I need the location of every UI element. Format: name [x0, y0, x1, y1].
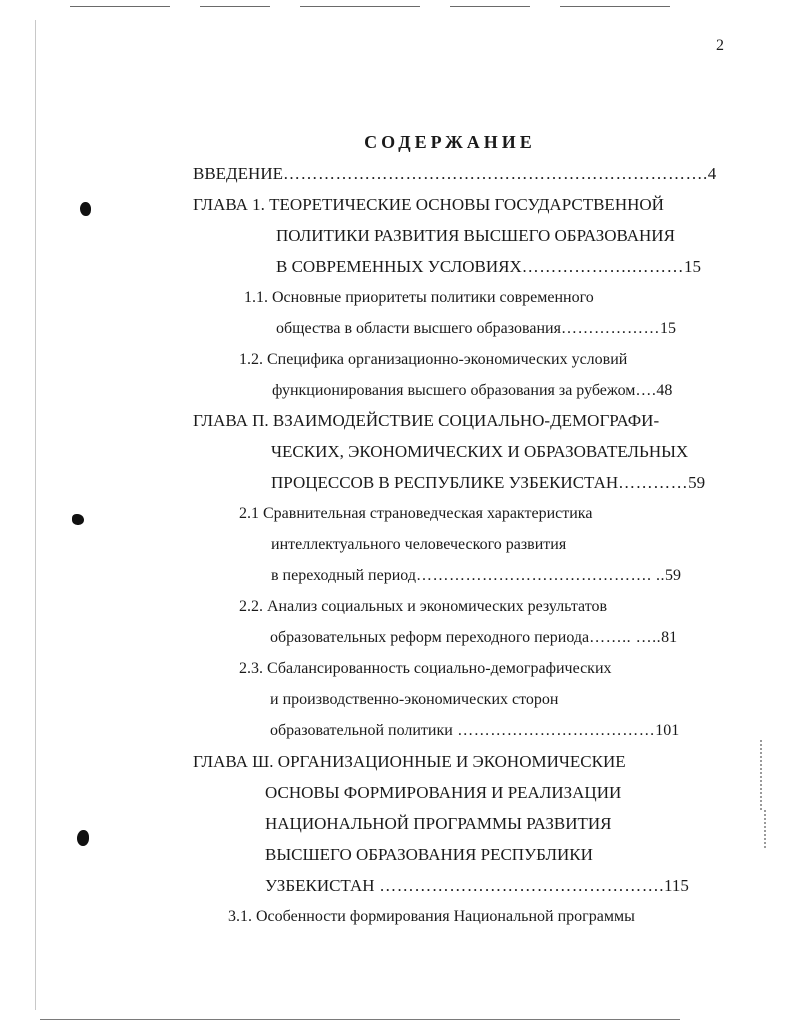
scan-edge-top: [450, 6, 530, 7]
toc-section-1-2-line-2[interactable]: [272, 380, 672, 402]
toc-section-2-1-line-3[interactable]: [271, 565, 681, 587]
toc-entry-label: в переходный период: [271, 567, 416, 584]
toc-page-number: 59: [664, 567, 681, 584]
toc-chapter-2-line-2[interactable]: ЧЕСКИХ, ЭКОНОМИЧЕСКИХ И ОБРАЗОВАТЕЛЬНЫХ: [271, 442, 689, 461]
scan-noise: [760, 740, 762, 810]
toc-chapter-2-line-1[interactable]: ГЛАВА П. ВЗАИМОДЕЙСТВИЕ СОЦИАЛЬНО-ДЕМОГРАФИ-: [193, 411, 660, 430]
toc-entry-label: образовательной политики: [270, 722, 453, 739]
toc-entry-label: общества в области высшего образования: [276, 320, 561, 337]
toc-leader-dots: ……………….………: [521, 257, 685, 276]
scan-edge-bottom: [40, 1019, 680, 1020]
toc-section-1-1-line-2[interactable]: [276, 318, 676, 340]
toc-leader-dots: ………………………………: [452, 722, 656, 739]
toc-page-number: 15: [659, 320, 676, 337]
toc-chapter-3-line-2[interactable]: ОСНОВЫ ФОРМИРОВАНИЯ И РЕАЛИЗАЦИИ: [265, 783, 622, 802]
toc-chapter-1-line-1[interactable]: ГЛАВА 1. ТЕОРЕТИЧЕСКИЕ ОСНОВЫ ГОСУДАРСТВЕННОЙ: [193, 195, 664, 214]
toc-section-1-2-line-1[interactable]: 1.2. Специфика организационно-экономических условий: [239, 351, 628, 368]
toc-page-number: 81: [661, 629, 678, 646]
scan-noise: [764, 810, 766, 850]
toc-section-2-1-line-1[interactable]: 2.1 Сравнительная страноведческая характеристика: [239, 505, 593, 522]
toc-leader-dots: …………: [618, 473, 689, 492]
toc-entry-label: ВВЕДЕНИЕ: [193, 164, 283, 183]
toc-section-2-2-line-1[interactable]: 2.2. Анализ социальных и экономических результатов: [239, 598, 608, 615]
toc-entry-introduction[interactable]: [193, 163, 716, 185]
toc-leader-dots: ………………: [560, 320, 660, 337]
scan-edge-top: [560, 6, 670, 7]
toc-chapter-3-line-4[interactable]: ВЫСШЕГО ОБРАЗОВАНИЯ РЕСПУБЛИКИ: [265, 845, 593, 864]
toc-entry-label: В СОВРЕМЕННЫХ УСЛОВИЯХ: [276, 257, 522, 276]
page-title: СОДЕРЖАНИЕ: [364, 132, 536, 152]
toc-entry-label: УЗБЕКИСТАН: [265, 876, 375, 895]
toc-leader-dots: ….: [635, 382, 657, 399]
toc-page-number: 59: [688, 473, 706, 492]
toc-chapter-2-line-3[interactable]: [271, 472, 705, 494]
toc-section-2-3-line-1[interactable]: 2.3. Сбалансированность социально-демографических: [239, 660, 612, 677]
toc-section-3-1-line-1[interactable]: 3.1. Особенности формирования Национальной программы: [228, 908, 635, 925]
toc-chapter-3-line-1[interactable]: ГЛАВА Ш. ОРГАНИЗАЦИОННЫЕ И ЭКОНОМИЧЕСКИЕ: [193, 752, 626, 771]
ink-blot: [80, 202, 91, 216]
ink-blot: [72, 514, 84, 525]
toc-chapter-1-line-2[interactable]: ПОЛИТИКИ РАЗВИТИЯ ВЫСШЕГО ОБРАЗОВАНИЯ: [276, 226, 675, 245]
toc-section-1-1-line-1[interactable]: 1.1. Основные приоритеты политики современного: [244, 289, 594, 306]
ink-blot: [77, 830, 89, 846]
scan-edge-left: [35, 20, 36, 1010]
toc-chapter-1-line-3[interactable]: [276, 256, 701, 278]
toc-entry-label: функционирования высшего образования за рубежом: [272, 382, 636, 399]
toc-leader-dots: …….. …..: [589, 629, 662, 646]
toc-entry-label: образовательных реформ переходного периода: [270, 629, 590, 646]
toc-page-number: 115: [664, 876, 689, 895]
toc-page-number: 101: [655, 722, 680, 739]
toc-section-2-3-line-2[interactable]: и производственно-экономических сторон: [270, 691, 559, 708]
page-number: 2: [716, 37, 724, 54]
scan-edge-top: [70, 6, 170, 7]
scan-edge-top: [200, 6, 270, 7]
toc-entry-label: ПРОЦЕССОВ В РЕСПУБЛИКЕ УЗБЕКИСТАН: [271, 473, 619, 492]
toc-chapter-3-line-5[interactable]: [265, 875, 689, 897]
toc-chapter-3-line-3[interactable]: НАЦИОНАЛЬНОЙ ПРОГРАММЫ РАЗВИТИЯ: [265, 814, 612, 833]
toc-section-2-2-line-2[interactable]: [270, 627, 677, 649]
toc-section-2-3-line-3[interactable]: [270, 720, 679, 742]
scan-edge-top: [300, 6, 420, 7]
toc-page-number: 48: [656, 382, 673, 399]
toc-page-number: 15: [684, 257, 702, 276]
toc-section-2-1-line-2[interactable]: интеллектуального человеческого развития: [271, 536, 567, 553]
toc-leader-dots: ………………………………………….: [374, 876, 665, 895]
toc-page-number: 4: [707, 164, 717, 183]
toc-leader-dots: ……………………………………. ..: [415, 567, 665, 584]
toc-leader-dots: ……………………………………………………………….: [282, 164, 708, 183]
